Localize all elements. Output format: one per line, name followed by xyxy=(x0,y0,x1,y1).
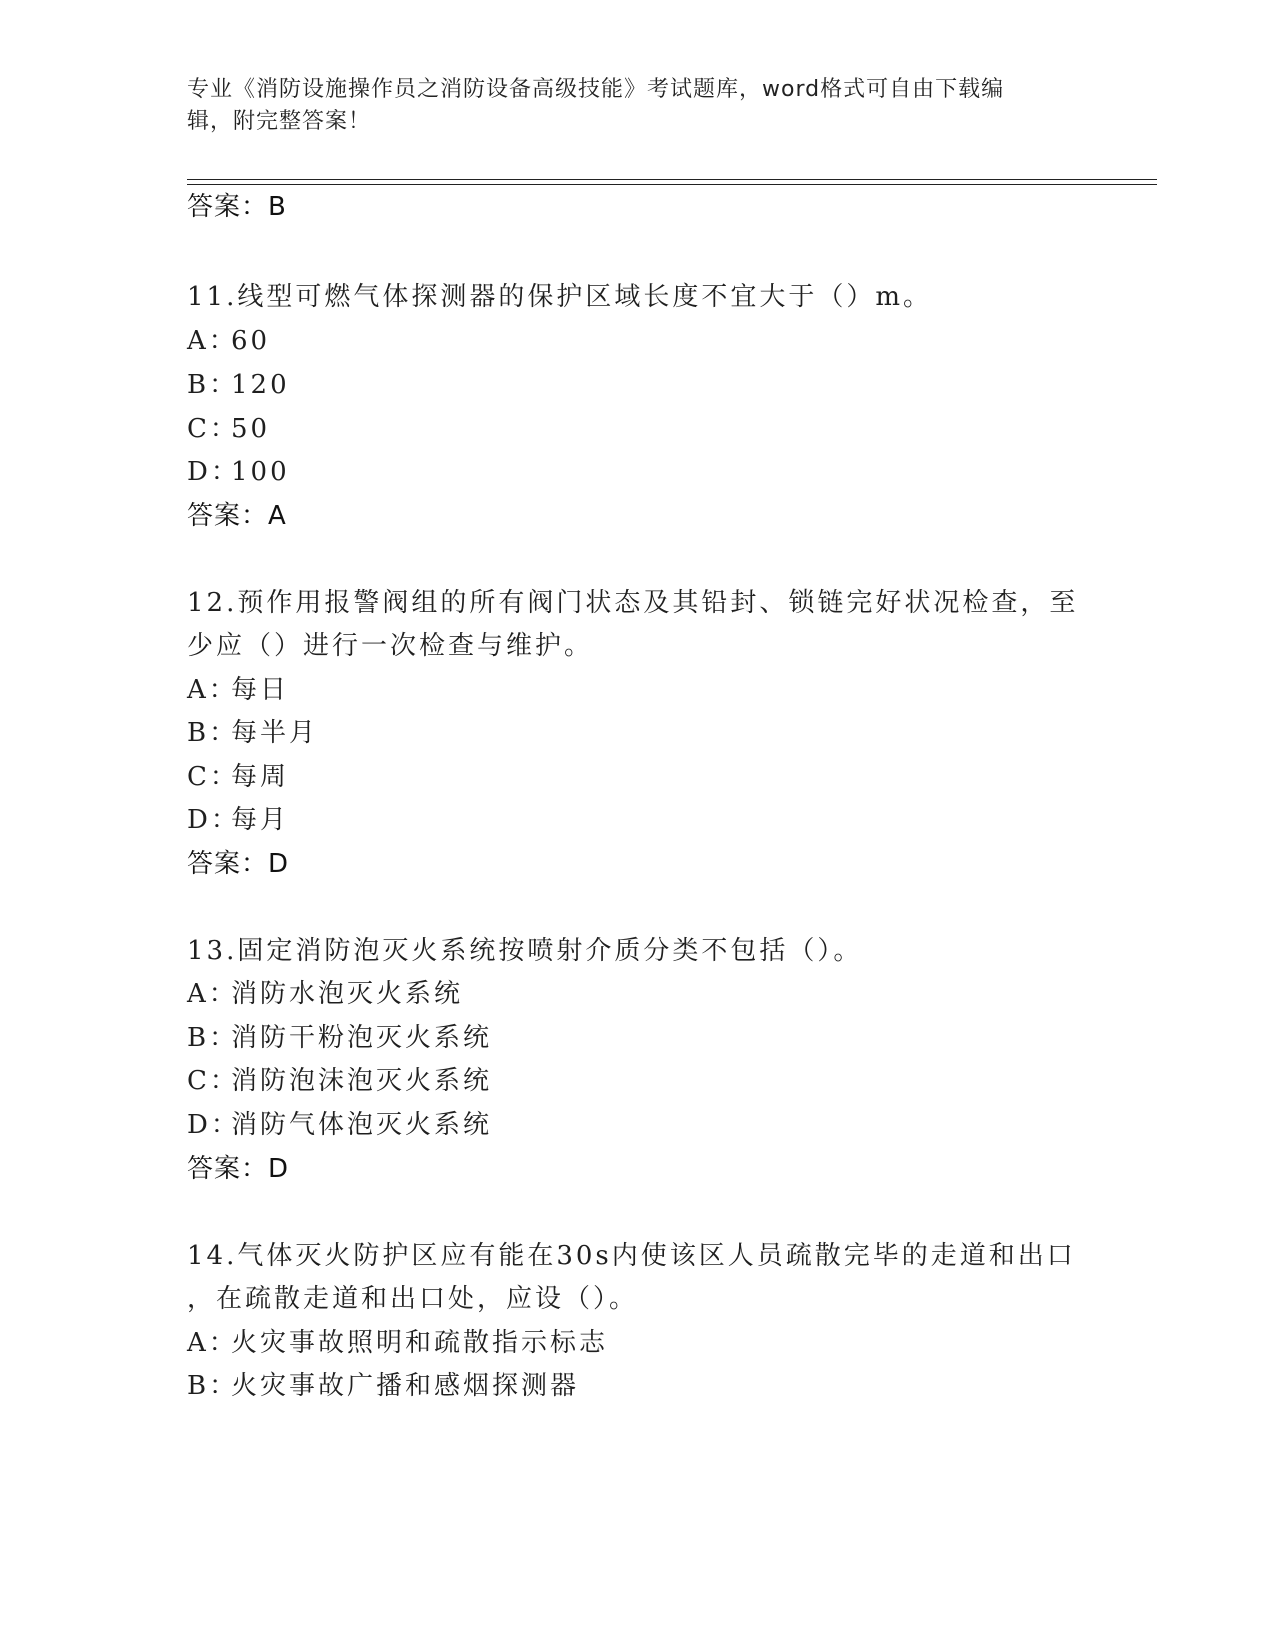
option-key: B： xyxy=(187,718,239,748)
option-c xyxy=(187,1064,492,1098)
option-b xyxy=(187,1369,579,1403)
answer: 答案：D xyxy=(187,1154,290,1184)
header-line-2: 辑，附完整答案！ xyxy=(187,109,372,134)
option-text: 每月 xyxy=(231,805,290,835)
option-a xyxy=(187,673,289,707)
option-key: D： xyxy=(187,457,240,487)
option-key: A： xyxy=(187,675,238,705)
question-stem-continued: 少应（）进行一次检查与维护。 xyxy=(187,631,594,661)
answer: 答案：A xyxy=(187,501,287,531)
option-text: 120 xyxy=(231,370,290,400)
option-key: D： xyxy=(187,1110,240,1140)
option-key: A： xyxy=(187,326,238,356)
option-b xyxy=(187,368,290,402)
option-key: A： xyxy=(187,979,238,1009)
option-text: 消防水泡灭火系统 xyxy=(231,979,464,1009)
option-text: 消防气体泡灭火系统 xyxy=(231,1110,493,1140)
question-stem: 11.线型可燃气体探测器的保护区域长度不宜大于（）m。 xyxy=(187,282,933,312)
option-text: 60 xyxy=(231,326,271,356)
option-d xyxy=(187,1108,492,1142)
option-key: B： xyxy=(187,1371,239,1401)
option-text: 50 xyxy=(231,414,271,444)
option-text: 每半月 xyxy=(231,718,319,748)
option-text: 消防泡沫泡灭火系统 xyxy=(231,1066,493,1096)
option-b xyxy=(187,1021,492,1055)
option-text: 每周 xyxy=(231,762,290,792)
option-key: C： xyxy=(187,762,239,792)
option-key: B： xyxy=(187,1023,239,1053)
answer: 答案：D xyxy=(187,849,290,879)
question-stem-continued: ，在疏散走道和出口处，应设（）。 xyxy=(187,1284,639,1314)
header-line-1: 专业《消防设施操作员之消防设备高级技能》考试题库，word格式可自由下载编 xyxy=(187,77,1005,102)
option-text: 火灾事故广播和感烟探测器 xyxy=(231,1371,580,1401)
option-b xyxy=(187,716,318,750)
option-c xyxy=(187,760,289,794)
option-a xyxy=(187,977,463,1011)
option-d xyxy=(187,455,290,489)
previous-answer: 答案：B xyxy=(187,192,287,222)
option-text: 消防干粉泡灭火系统 xyxy=(231,1023,493,1053)
question-stem: 14.气体灭火防护区应有能在30s内使该区人员疏散完毕的走道和出口 xyxy=(187,1241,1076,1271)
option-key: A： xyxy=(187,1328,238,1358)
header-divider-top xyxy=(187,179,1157,180)
option-a xyxy=(187,1326,608,1360)
option-c xyxy=(187,412,270,446)
option-key: B： xyxy=(187,370,239,400)
option-text: 火灾事故照明和疏散指示标志 xyxy=(231,1328,609,1358)
option-text: 100 xyxy=(231,457,290,487)
option-key: C： xyxy=(187,1066,239,1096)
option-d xyxy=(187,803,289,837)
header-divider-bottom xyxy=(187,184,1157,185)
question-stem: 13.固定消防泡灭火系统按喷射介质分类不包括（）。 xyxy=(187,936,863,966)
option-key: D： xyxy=(187,805,240,835)
option-text: 每日 xyxy=(231,675,290,705)
document-header xyxy=(187,74,1067,138)
question-stem: 12.预作用报警阀组的所有阀门状态及其铅封、锁链完好状况检查，至 xyxy=(187,588,1079,618)
option-a xyxy=(187,324,270,358)
option-key: C： xyxy=(187,414,239,444)
